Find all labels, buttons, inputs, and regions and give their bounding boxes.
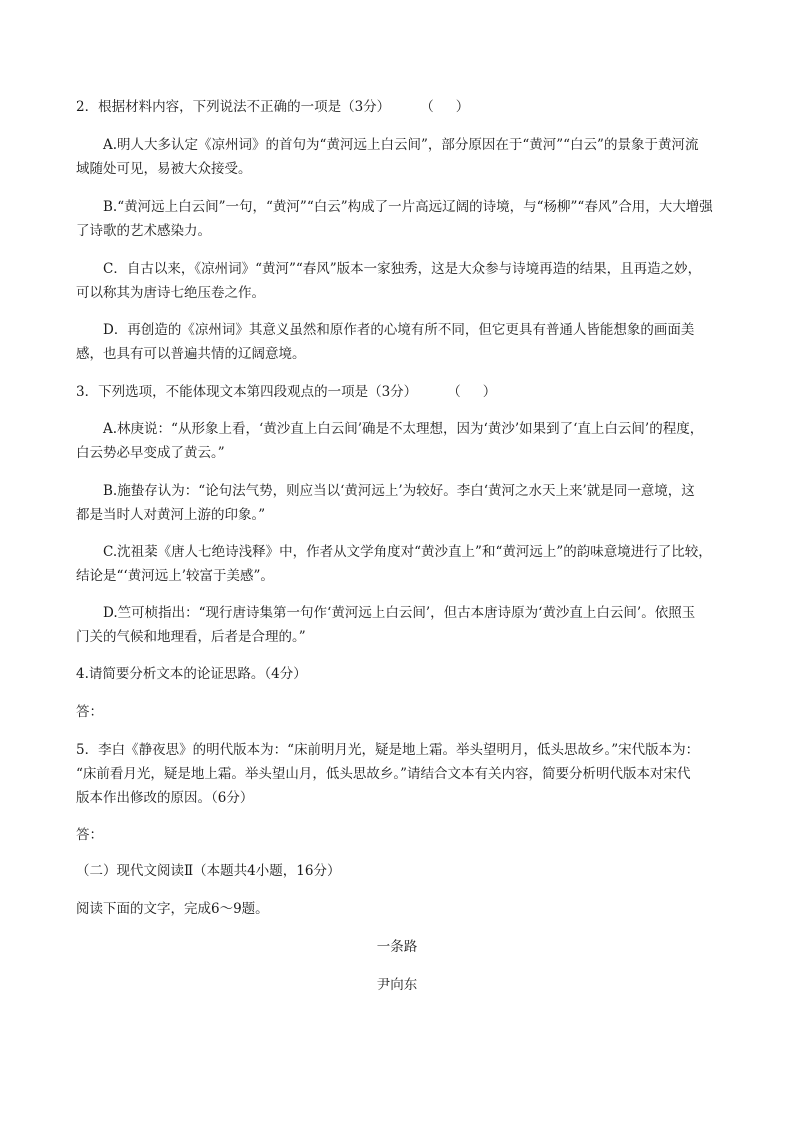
question-3-answer-bracket: （ ） [447, 384, 497, 400]
question-2-text: 2．根据材料内容，下列说法不正确的一项是（3分） [76, 99, 391, 115]
question-5-line-3: 版本作出修改的原因。（6分） [76, 790, 254, 806]
question-3-option-a-line-1: A.林庚说：“从形象上看，‘黄沙直上白云间’确是不太理想，因为‘黄沙’如果到了‘直上白云间’的程度， [103, 421, 704, 437]
question-2-option-d-line-2: 感，也具有可以普遍共情的辽阔意境。 [76, 346, 306, 362]
question-5-line-1: 5．李白《静夜思》的明代版本为：“床前明月光，疑是地上霜。举头望明月，低头思故乡。”宋代版本为： [76, 742, 700, 758]
passage-title: 一条路 [376, 939, 418, 955]
question-4-answer-label: 答： [76, 704, 103, 720]
question-2-answer-bracket: （ ） [420, 99, 470, 115]
question-3-option-b-line-2: 都是当时人对黄河上游的印象。” [76, 507, 266, 523]
question-2-option-c-line-1: C．自古以来，《凉州词》“黄河”“春风”版本一家独秀，这是大众参与诗境再造的结果，且再造之妙， [103, 261, 702, 277]
question-3-option-a-line-2: 白云势必早变成了黄云。” [76, 445, 225, 461]
question-2-option-d-line-1: D．再创造的《凉州词》其意义虽然和原作者的心境有所不同，但它更具有普通人皆能想象的画面美 [103, 322, 695, 338]
question-3-text: 3．下列选项，不能体现文本第四段观点的一项是（3分） [76, 384, 418, 400]
question-3-option-d-line-1: D.竺可桢指出：“现行唐诗集第一句作‘黄河远上白云间’，但古本唐诗原为‘黄沙直上白云间’。依照玉 [103, 605, 696, 621]
question-3-option-d-line-2: 门关的气候和地理看，后者是合理的。” [76, 629, 306, 645]
question-5-line-2: “床前看月光，疑是地上霜。举头望山月，低头思故乡。”请结合文本有关内容，简要分析明代版本对宋代 [76, 766, 691, 782]
question-2-option-b-line-1: B.“黄河远上白云间”一句，“黄河”“白云”构成了一片高远辽阔的诗境，与“杨柳”“春风”合用，大大增强 [103, 199, 713, 215]
question-2-option-b-line-2: 了诗歌的艺术感染力。 [76, 223, 211, 239]
question-3-option-c-line-1: C.沈祖棻《唐人七绝诗浅释》中，作者从文学角度对“黄沙直上”和“黄河远上”的韵味意境进行了比较， [103, 544, 712, 560]
question-2-option-a-line-2: 域随处可见，易被大众接受。 [76, 161, 252, 177]
question-2-option-a-line-1: A.明人大多认定《凉州词》的首句为“黄河远上白云间”，部分原因在于“黄河”“白云”的景象于黄河流 [103, 137, 699, 153]
question-3-option-b-line-1: B.施蛰存认为：“论句法气势，则应当以‘黄河远上’为较好。李白‘黄河之水天上来’就是同一意境，这 [103, 483, 695, 499]
section-2-instruction: 阅读下面的文字，完成6～9题。 [76, 901, 269, 917]
question-4-stem: 4.请简要分析文本的论证思路。（4分） [76, 666, 307, 682]
passage-author: 尹向东 [376, 977, 418, 993]
question-3-option-c-line-2: 结论是“‘黄河远上’较富于美感”。 [76, 568, 274, 584]
question-5-answer-label: 答： [76, 827, 103, 843]
question-2-option-c-line-2: 可以称其为唐诗七绝压卷之作。 [76, 285, 265, 301]
question-2-stem [76, 98, 469, 116]
question-3-stem [76, 383, 496, 401]
section-2-heading: （二）现代文阅读Ⅱ（本题共4小题，16分） [76, 863, 341, 879]
